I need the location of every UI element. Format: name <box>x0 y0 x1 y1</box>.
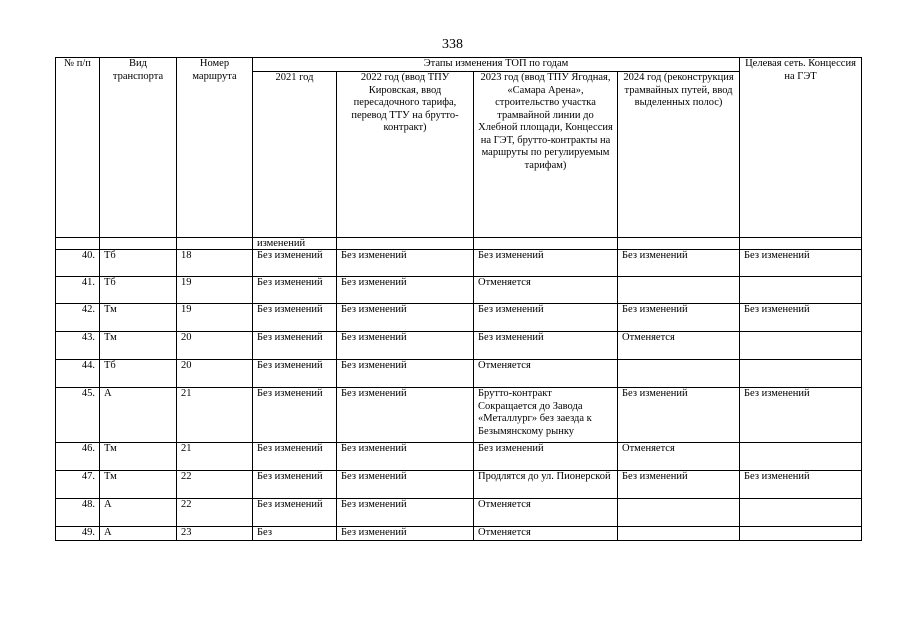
cell-route-number: 20 <box>177 332 253 360</box>
cell-2023: Без изменений <box>474 332 618 360</box>
header-number: № п/п <box>56 58 100 238</box>
cell-2022: Без изменений <box>337 443 474 471</box>
cell-row-number: 43. <box>56 332 100 360</box>
table-row <box>56 332 862 360</box>
cell-target <box>740 332 862 360</box>
cell-2021: Без изменений <box>253 499 337 527</box>
cell-2023: Отменяется <box>474 360 618 388</box>
cell-2023: Продлятся до ул. Пионерской <box>474 471 618 499</box>
cell-empty <box>337 238 474 250</box>
cell-2021: Без изменений <box>253 388 337 443</box>
cell-row-number: 48. <box>56 499 100 527</box>
cell-2021: Без изменений <box>253 332 337 360</box>
cell-row-number: 47. <box>56 471 100 499</box>
cell-row-number: 44. <box>56 360 100 388</box>
cell-2023: Отменяется <box>474 527 618 541</box>
cell-2024: Отменяется <box>618 443 740 471</box>
cell-continuation-text: изменений <box>253 238 337 250</box>
header-2021: 2021 год <box>253 72 337 238</box>
table-row <box>56 471 862 499</box>
cell-row-number: 45. <box>56 388 100 443</box>
cell-transport-type: Тб <box>100 360 177 388</box>
table-row <box>56 250 862 277</box>
cell-transport-type: А <box>100 388 177 443</box>
route-changes-table <box>55 57 862 541</box>
page-number: 338 <box>442 37 463 52</box>
cell-2023: Без изменений <box>474 304 618 332</box>
cell-2022: Без изменений <box>337 527 474 541</box>
table-row <box>56 304 862 332</box>
cell-row-number: 40. <box>56 250 100 277</box>
header-2024: 2024 год (реконструкция трамвайных путей, ввод выделенных полос) <box>618 72 740 238</box>
cell-2023: Без изменений <box>474 250 618 277</box>
cell-2021: Без изменений <box>253 360 337 388</box>
continuation-row <box>56 238 862 250</box>
cell-row-number: 41. <box>56 277 100 304</box>
cell-row-number: 49. <box>56 527 100 541</box>
cell-route-number: 20 <box>177 360 253 388</box>
table-row <box>56 499 862 527</box>
header-transport-type: Вид транспорта <box>100 58 177 238</box>
cell-2021: Без изменений <box>253 277 337 304</box>
cell-transport-type: Тм <box>100 471 177 499</box>
table-row <box>56 388 862 443</box>
cell-transport-type: Тм <box>100 443 177 471</box>
cell-target <box>740 277 862 304</box>
cell-row-number: 42. <box>56 304 100 332</box>
cell-transport-type: Тм <box>100 304 177 332</box>
table-row <box>56 527 862 541</box>
table-row <box>56 277 862 304</box>
cell-2021: Без <box>253 527 337 541</box>
cell-target <box>740 360 862 388</box>
cell-2024 <box>618 499 740 527</box>
cell-2022: Без изменений <box>337 250 474 277</box>
cell-target <box>740 443 862 471</box>
header-stages-group: Этапы изменения ТОП по годам <box>253 58 740 72</box>
cell-target: Без изменений <box>740 250 862 277</box>
cell-2024: Без изменений <box>618 471 740 499</box>
cell-transport-type: Тб <box>100 250 177 277</box>
cell-2023: Без изменений <box>474 443 618 471</box>
cell-transport-type: А <box>100 499 177 527</box>
cell-target: Без изменений <box>740 388 862 443</box>
cell-route-number: 19 <box>177 277 253 304</box>
cell-2022: Без изменений <box>337 277 474 304</box>
cell-2024 <box>618 360 740 388</box>
cell-2022: Без изменений <box>337 332 474 360</box>
cell-2022: Без изменений <box>337 360 474 388</box>
cell-2022: Без изменений <box>337 388 474 443</box>
cell-2021: Без изменений <box>253 250 337 277</box>
cell-transport-type: Тб <box>100 277 177 304</box>
cell-route-number: 21 <box>177 443 253 471</box>
header-2022: 2022 год (ввод ТПУ Кировская, ввод пересадочного тарифа, перевод ТТУ на брутто-контракт) <box>337 72 474 238</box>
cell-2024: Отменяется <box>618 332 740 360</box>
cell-route-number: 19 <box>177 304 253 332</box>
cell-2024: Без изменений <box>618 250 740 277</box>
cell-empty <box>474 238 618 250</box>
cell-target: Без изменений <box>740 304 862 332</box>
cell-route-number: 21 <box>177 388 253 443</box>
cell-2024: Без изменений <box>618 388 740 443</box>
cell-target <box>740 527 862 541</box>
header-2023: 2023 год (ввод ТПУ Ягодная, «Самара Арена», строительство участка трамвайной линии до Хлебной площади, Концессия на ГЭТ, брутто-контракты на маршруты по регулируемым тарифам) <box>474 72 618 238</box>
cell-route-number: 18 <box>177 250 253 277</box>
cell-empty <box>177 238 253 250</box>
cell-2022: Без изменений <box>337 304 474 332</box>
cell-2024 <box>618 277 740 304</box>
table-row <box>56 360 862 388</box>
cell-2023: Отменяется <box>474 277 618 304</box>
cell-2021: Без изменений <box>253 443 337 471</box>
cell-route-number: 23 <box>177 527 253 541</box>
cell-empty <box>56 238 100 250</box>
cell-target: Без изменений <box>740 471 862 499</box>
cell-route-number: 22 <box>177 471 253 499</box>
cell-route-number: 22 <box>177 499 253 527</box>
cell-2024 <box>618 527 740 541</box>
cell-transport-type: Тм <box>100 332 177 360</box>
cell-empty <box>618 238 740 250</box>
cell-transport-type: А <box>100 527 177 541</box>
cell-empty <box>100 238 177 250</box>
cell-2021: Без изменений <box>253 304 337 332</box>
cell-2022: Без изменений <box>337 471 474 499</box>
header-target-network: Целевая сеть. Концессия на ГЭТ <box>740 58 862 238</box>
cell-2023: Брутто-контракт Сокращается до Завода «Металлург» без заезда к Безымянскому рынку <box>474 388 618 443</box>
cell-2022: Без изменений <box>337 499 474 527</box>
header-route-number: Номер маршрута <box>177 58 253 238</box>
cell-target <box>740 499 862 527</box>
cell-2024: Без изменений <box>618 304 740 332</box>
cell-empty <box>740 238 862 250</box>
cell-row-number: 46. <box>56 443 100 471</box>
cell-2023: Отменяется <box>474 499 618 527</box>
cell-2021: Без изменений <box>253 471 337 499</box>
table-row <box>56 443 862 471</box>
